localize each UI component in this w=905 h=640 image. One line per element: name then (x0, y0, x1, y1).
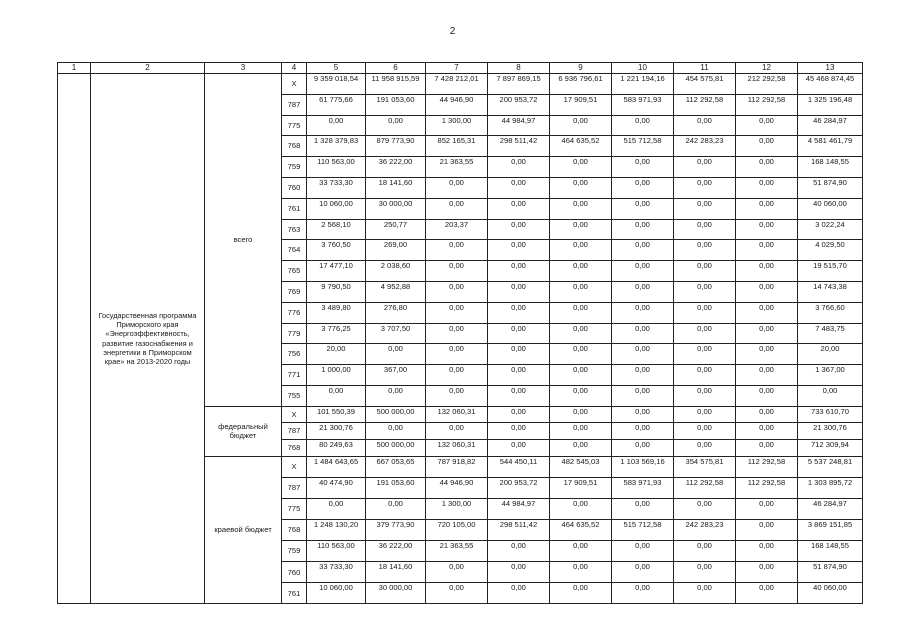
amount-cell: 0,00 (736, 520, 798, 541)
amount-cell: 0,00 (736, 115, 798, 136)
amount-cell: 0,00 (674, 302, 736, 323)
amount-cell: 0,00 (550, 177, 612, 198)
amount-cell: 1 300,00 (426, 499, 488, 520)
amount-cell: 40 060,00 (798, 583, 863, 604)
amount-cell: 1 248 130,20 (307, 520, 366, 541)
amount-cell: 0,00 (426, 240, 488, 261)
amount-cell: 0,00 (736, 281, 798, 302)
budget-code: 776 (282, 302, 307, 323)
amount-cell: 3 869 151,85 (798, 520, 863, 541)
amount-cell: 10 060,00 (307, 198, 366, 219)
amount-cell: 0,00 (550, 541, 612, 562)
budget-code: 761 (282, 198, 307, 219)
amount-cell: 0,00 (488, 219, 550, 240)
amount-cell: 269,00 (366, 240, 426, 261)
amount-cell: 0,00 (736, 240, 798, 261)
amount-cell: 0,00 (736, 198, 798, 219)
amount-cell: 3 022,24 (798, 219, 863, 240)
amount-cell: 1 303 895,72 (798, 477, 863, 498)
budget-code: 768 (282, 136, 307, 157)
amount-cell: 0,00 (550, 157, 612, 178)
amount-cell: 51 874,90 (798, 562, 863, 583)
amount-cell: 0,00 (488, 541, 550, 562)
amount-cell: 0,00 (798, 385, 863, 406)
amount-cell: 0,00 (612, 344, 674, 365)
table-body (58, 74, 863, 604)
amount-cell: 44 946,90 (426, 94, 488, 115)
budget-code: 775 (282, 499, 307, 520)
funding-source: всего (205, 74, 282, 407)
budget-code: 764 (282, 240, 307, 261)
amount-cell: 17 477,10 (307, 261, 366, 282)
amount-cell: 0,00 (550, 302, 612, 323)
amount-cell: 9 359 018,54 (307, 74, 366, 95)
amount-cell: 0,00 (550, 281, 612, 302)
budget-code: 768 (282, 440, 307, 457)
program-name: Государственная программа Приморского края «Энергоэффективность, развитие газоснабжения и энергетики в Приморском крае» на 2013-2020 годы (91, 74, 205, 604)
amount-cell: 0,00 (426, 344, 488, 365)
amount-cell: 0,00 (612, 440, 674, 457)
amount-cell: 298 511,42 (488, 136, 550, 157)
budget-code: 759 (282, 157, 307, 178)
amount-cell: 33 733,30 (307, 177, 366, 198)
amount-cell: 720 105,00 (426, 520, 488, 541)
amount-cell: 367,00 (366, 365, 426, 386)
amount-cell: 0,00 (550, 240, 612, 261)
amount-cell: 0,00 (307, 115, 366, 136)
amount-cell: 0,00 (674, 406, 736, 423)
amount-cell: 0,00 (366, 344, 426, 365)
amount-cell: 0,00 (426, 562, 488, 583)
amount-cell: 203,37 (426, 219, 488, 240)
header-cell: 1 (58, 63, 91, 74)
amount-cell: 1 325 196,48 (798, 94, 863, 115)
amount-cell: 0,00 (550, 344, 612, 365)
amount-cell: 0,00 (488, 385, 550, 406)
amount-cell: 500 000,00 (366, 440, 426, 457)
budget-code: 787 (282, 423, 307, 440)
amount-cell: 0,00 (674, 219, 736, 240)
amount-cell: 0,00 (550, 365, 612, 386)
amount-cell: 354 575,81 (674, 456, 736, 477)
budget-code: X (282, 406, 307, 423)
amount-cell: 0,00 (366, 385, 426, 406)
amount-cell: 17 909,51 (550, 94, 612, 115)
amount-cell: 112 292,58 (736, 456, 798, 477)
amount-cell: 51 874,90 (798, 177, 863, 198)
amount-cell: 667 053,65 (366, 456, 426, 477)
amount-cell: 0,00 (736, 177, 798, 198)
amount-cell: 0,00 (488, 423, 550, 440)
budget-code: 761 (282, 583, 307, 604)
amount-cell: 20,00 (307, 344, 366, 365)
amount-cell: 0,00 (736, 261, 798, 282)
row-number-cell (58, 74, 91, 604)
amount-cell: 0,00 (550, 385, 612, 406)
amount-cell: 18 141,60 (366, 177, 426, 198)
header-cell: 13 (798, 63, 863, 74)
amount-cell: 0,00 (307, 499, 366, 520)
budget-code: 768 (282, 520, 307, 541)
amount-cell: 3 760,50 (307, 240, 366, 261)
header-row (58, 63, 863, 74)
amount-cell: 61 775,66 (307, 94, 366, 115)
amount-cell: 0,00 (550, 423, 612, 440)
amount-cell: 0,00 (736, 219, 798, 240)
header-cell: 12 (736, 63, 798, 74)
amount-cell: 0,00 (736, 323, 798, 344)
amount-cell: 0,00 (674, 198, 736, 219)
amount-cell: 787 918,82 (426, 456, 488, 477)
amount-cell: 30 000,00 (366, 583, 426, 604)
amount-cell: 132 060,31 (426, 406, 488, 423)
amount-cell: 250,77 (366, 219, 426, 240)
amount-cell: 0,00 (550, 583, 612, 604)
amount-cell: 0,00 (550, 261, 612, 282)
amount-cell: 1 328 379,83 (307, 136, 366, 157)
amount-cell: 112 292,58 (736, 94, 798, 115)
amount-cell: 7 428 212,01 (426, 74, 488, 95)
amount-cell: 0,00 (612, 219, 674, 240)
amount-cell: 101 550,39 (307, 406, 366, 423)
amount-cell: 0,00 (612, 423, 674, 440)
amount-cell: 0,00 (366, 423, 426, 440)
amount-cell: 10 060,00 (307, 583, 366, 604)
amount-cell: 0,00 (674, 281, 736, 302)
budget-code: 787 (282, 477, 307, 498)
amount-cell: 0,00 (612, 365, 674, 386)
amount-cell: 464 635,52 (550, 136, 612, 157)
budget-code: 763 (282, 219, 307, 240)
amount-cell: 21 300,76 (307, 423, 366, 440)
amount-cell: 17 909,51 (550, 477, 612, 498)
amount-cell: 0,00 (612, 406, 674, 423)
amount-cell: 3 489,80 (307, 302, 366, 323)
amount-cell: 500 000,00 (366, 406, 426, 423)
amount-cell: 0,00 (736, 365, 798, 386)
amount-cell: 583 971,93 (612, 477, 674, 498)
amount-cell: 21 300,76 (798, 423, 863, 440)
amount-cell: 464 635,52 (550, 520, 612, 541)
amount-cell: 0,00 (488, 157, 550, 178)
budget-table (57, 62, 863, 604)
amount-cell: 7 483,75 (798, 323, 863, 344)
amount-cell: 0,00 (674, 423, 736, 440)
amount-cell: 1 300,00 (426, 115, 488, 136)
amount-cell: 0,00 (488, 440, 550, 457)
amount-cell: 0,00 (736, 385, 798, 406)
amount-cell: 0,00 (488, 177, 550, 198)
amount-cell: 0,00 (488, 365, 550, 386)
amount-cell: 0,00 (488, 240, 550, 261)
amount-cell: 36 222,00 (366, 541, 426, 562)
amount-cell: 0,00 (674, 562, 736, 583)
amount-cell: 200 953,72 (488, 94, 550, 115)
amount-cell: 112 292,58 (674, 94, 736, 115)
amount-cell: 40 474,90 (307, 477, 366, 498)
amount-cell: 0,00 (736, 562, 798, 583)
amount-cell: 0,00 (550, 406, 612, 423)
amount-cell: 168 148,55 (798, 157, 863, 178)
amount-cell: 0,00 (488, 261, 550, 282)
amount-cell: 0,00 (550, 499, 612, 520)
amount-cell: 2 038,60 (366, 261, 426, 282)
amount-cell: 583 971,93 (612, 94, 674, 115)
amount-cell: 45 468 874,45 (798, 74, 863, 95)
amount-cell: 0,00 (366, 499, 426, 520)
amount-cell: 40 060,00 (798, 198, 863, 219)
amount-cell: 3 707,50 (366, 323, 426, 344)
amount-cell: 0,00 (612, 583, 674, 604)
amount-cell: 21 363,55 (426, 157, 488, 178)
amount-cell: 515 712,58 (612, 520, 674, 541)
amount-cell: 0,00 (612, 385, 674, 406)
amount-cell: 20,00 (798, 344, 863, 365)
amount-cell: 0,00 (426, 177, 488, 198)
amount-cell: 0,00 (612, 115, 674, 136)
amount-cell: 482 545,03 (550, 456, 612, 477)
amount-cell: 0,00 (736, 499, 798, 520)
amount-cell: 80 249,63 (307, 440, 366, 457)
amount-cell: 515 712,58 (612, 136, 674, 157)
amount-cell: 0,00 (307, 385, 366, 406)
amount-cell: 242 283,23 (674, 520, 736, 541)
amount-cell: 0,00 (612, 157, 674, 178)
amount-cell: 0,00 (736, 157, 798, 178)
header-cell: 8 (488, 63, 550, 74)
header-cell: 4 (282, 63, 307, 74)
amount-cell: 191 053,60 (366, 94, 426, 115)
amount-cell: 0,00 (674, 344, 736, 365)
amount-cell: 0,00 (550, 562, 612, 583)
header-cell: 5 (307, 63, 366, 74)
amount-cell: 212 292,58 (736, 74, 798, 95)
table-row (58, 74, 863, 95)
amount-cell: 19 515,70 (798, 261, 863, 282)
amount-cell: 0,00 (612, 198, 674, 219)
amount-cell: 200 953,72 (488, 477, 550, 498)
header-cell: 10 (612, 63, 674, 74)
amount-cell: 36 222,00 (366, 157, 426, 178)
budget-code: 756 (282, 344, 307, 365)
amount-cell: 7 897 869,15 (488, 74, 550, 95)
amount-cell: 0,00 (426, 323, 488, 344)
budget-code: 760 (282, 177, 307, 198)
amount-cell: 454 575,81 (674, 74, 736, 95)
amount-cell: 0,00 (488, 344, 550, 365)
amount-cell: 1 103 569,16 (612, 456, 674, 477)
amount-cell: 0,00 (612, 302, 674, 323)
amount-cell: 1 484 643,65 (307, 456, 366, 477)
header-cell: 3 (205, 63, 282, 74)
amount-cell: 4 029,50 (798, 240, 863, 261)
amount-cell: 30 000,00 (366, 198, 426, 219)
amount-cell: 0,00 (550, 198, 612, 219)
funding-source: федеральный бюджет (205, 406, 282, 456)
budget-code: 755 (282, 385, 307, 406)
amount-cell: 0,00 (736, 440, 798, 457)
amount-cell: 1 000,00 (307, 365, 366, 386)
amount-cell: 276,80 (366, 302, 426, 323)
amount-cell: 242 283,23 (674, 136, 736, 157)
budget-code: 760 (282, 562, 307, 583)
header-cell: 2 (91, 63, 205, 74)
funding-source: краевой бюджет (205, 456, 282, 604)
amount-cell: 879 773,90 (366, 136, 426, 157)
page-number: 2 (449, 26, 456, 37)
amount-cell: 6 936 796,61 (550, 74, 612, 95)
amount-cell: 2 568,10 (307, 219, 366, 240)
amount-cell: 0,00 (550, 323, 612, 344)
amount-cell: 0,00 (426, 302, 488, 323)
amount-cell: 0,00 (426, 281, 488, 302)
amount-cell: 168 148,55 (798, 541, 863, 562)
amount-cell: 44 984,97 (488, 115, 550, 136)
amount-cell: 0,00 (550, 115, 612, 136)
amount-cell: 0,00 (736, 541, 798, 562)
amount-cell: 110 563,00 (307, 157, 366, 178)
amount-cell: 44 984,97 (488, 499, 550, 520)
amount-cell: 0,00 (488, 198, 550, 219)
amount-cell: 44 946,90 (426, 477, 488, 498)
amount-cell: 0,00 (488, 583, 550, 604)
amount-cell: 112 292,58 (736, 477, 798, 498)
amount-cell: 0,00 (612, 541, 674, 562)
amount-cell: 3 776,25 (307, 323, 366, 344)
amount-cell: 0,00 (674, 323, 736, 344)
amount-cell: 18 141,60 (366, 562, 426, 583)
amount-cell: 33 733,30 (307, 562, 366, 583)
amount-cell: 3 766,60 (798, 302, 863, 323)
header-cell: 9 (550, 63, 612, 74)
amount-cell: 0,00 (612, 323, 674, 344)
amount-cell: 0,00 (674, 157, 736, 178)
amount-cell: 0,00 (426, 423, 488, 440)
amount-cell: 0,00 (674, 541, 736, 562)
budget-code: 769 (282, 281, 307, 302)
amount-cell: 46 284,97 (798, 499, 863, 520)
amount-cell: 0,00 (488, 302, 550, 323)
amount-cell: 191 053,60 (366, 477, 426, 498)
amount-cell: 0,00 (550, 219, 612, 240)
amount-cell: 0,00 (736, 583, 798, 604)
amount-cell: 0,00 (426, 198, 488, 219)
header-cell: 11 (674, 63, 736, 74)
amount-cell: 379 773,90 (366, 520, 426, 541)
budget-code: X (282, 74, 307, 95)
amount-cell: 0,00 (426, 583, 488, 604)
budget-code: 787 (282, 94, 307, 115)
amount-cell: 0,00 (612, 281, 674, 302)
budget-code: 779 (282, 323, 307, 344)
amount-cell: 0,00 (674, 261, 736, 282)
amount-cell: 0,00 (674, 440, 736, 457)
amount-cell: 112 292,58 (674, 477, 736, 498)
amount-cell: 0,00 (426, 365, 488, 386)
amount-cell: 110 563,00 (307, 541, 366, 562)
amount-cell: 0,00 (736, 423, 798, 440)
amount-cell: 0,00 (674, 115, 736, 136)
budget-code: 765 (282, 261, 307, 282)
amount-cell: 0,00 (736, 302, 798, 323)
amount-cell: 0,00 (366, 115, 426, 136)
amount-cell: 132 060,31 (426, 440, 488, 457)
amount-cell: 9 790,50 (307, 281, 366, 302)
amount-cell: 5 537 248,81 (798, 456, 863, 477)
amount-cell: 0,00 (426, 261, 488, 282)
amount-cell: 0,00 (674, 499, 736, 520)
amount-cell: 0,00 (488, 406, 550, 423)
amount-cell: 0,00 (674, 177, 736, 198)
amount-cell: 0,00 (674, 583, 736, 604)
amount-cell: 0,00 (488, 323, 550, 344)
amount-cell: 0,00 (674, 365, 736, 386)
amount-cell: 0,00 (488, 562, 550, 583)
header-cell: 6 (366, 63, 426, 74)
amount-cell: 733 610,70 (798, 406, 863, 423)
amount-cell: 0,00 (612, 261, 674, 282)
amount-cell: 0,00 (612, 499, 674, 520)
amount-cell: 0,00 (674, 385, 736, 406)
amount-cell: 852 165,31 (426, 136, 488, 157)
amount-cell: 4 952,88 (366, 281, 426, 302)
amount-cell: 46 284,97 (798, 115, 863, 136)
amount-cell: 0,00 (612, 240, 674, 261)
amount-cell: 0,00 (674, 240, 736, 261)
amount-cell: 0,00 (612, 177, 674, 198)
amount-cell: 544 450,11 (488, 456, 550, 477)
amount-cell: 0,00 (426, 385, 488, 406)
amount-cell: 11 958 915,59 (366, 74, 426, 95)
amount-cell: 4 581 461,79 (798, 136, 863, 157)
amount-cell: 21 363,55 (426, 541, 488, 562)
budget-code: X (282, 456, 307, 477)
budget-code: 775 (282, 115, 307, 136)
amount-cell: 0,00 (550, 440, 612, 457)
budget-code: 771 (282, 365, 307, 386)
amount-cell: 0,00 (736, 136, 798, 157)
amount-cell: 0,00 (488, 281, 550, 302)
amount-cell: 0,00 (612, 562, 674, 583)
budget-code: 759 (282, 541, 307, 562)
amount-cell: 1 367,00 (798, 365, 863, 386)
amount-cell: 0,00 (736, 344, 798, 365)
amount-cell: 712 309,94 (798, 440, 863, 457)
amount-cell: 1 221 194,16 (612, 74, 674, 95)
amount-cell: 298 511,42 (488, 520, 550, 541)
amount-cell: 0,00 (736, 406, 798, 423)
amount-cell: 14 743,38 (798, 281, 863, 302)
header-cell: 7 (426, 63, 488, 74)
